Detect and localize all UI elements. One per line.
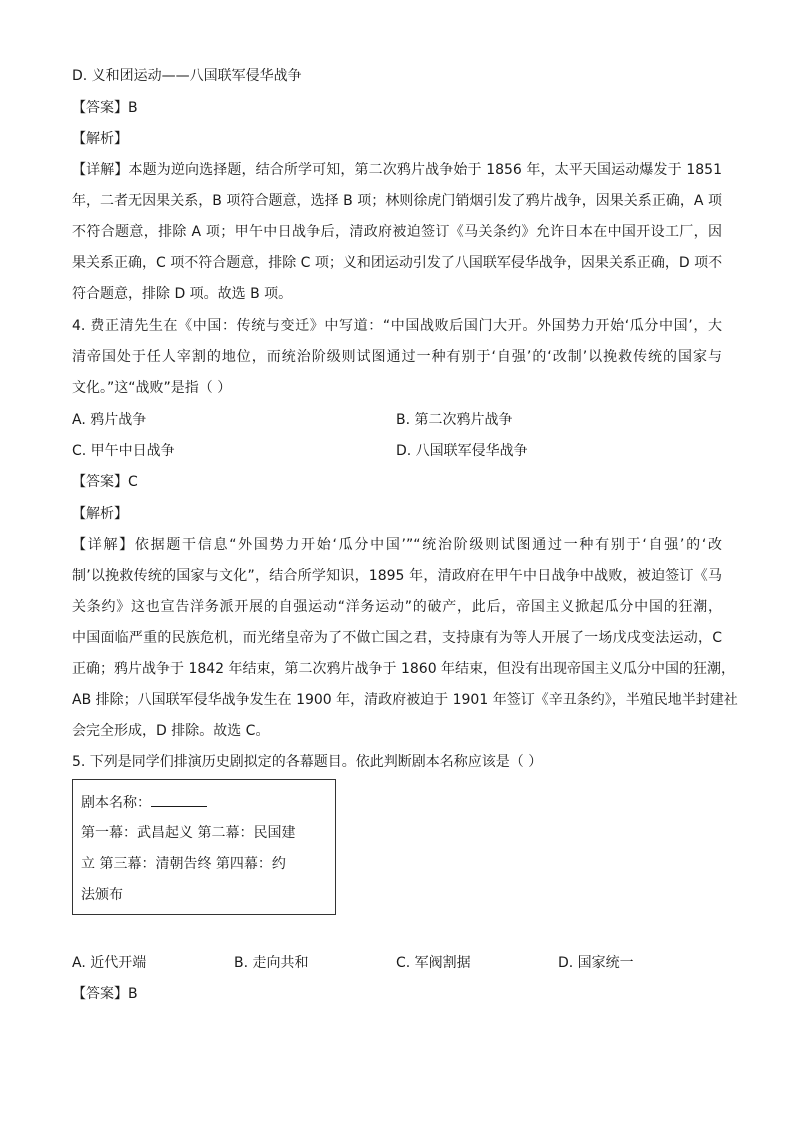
q4-stem-line: 文化。”这“战败”是指（ ） [72,380,232,396]
q4-stem-line: 4. 费正清先生在《中国：传统与变迁》中写道：“中国战败后国门大开。外国势力开始‘瓜分中国’，大 [72,318,722,334]
q4-option-d: D. 八国联军侵华战争 [396,443,528,459]
q4-detail-line: 会完全形成，D 排除。故选 C。 [72,723,270,739]
q4-answer: 【答案】C [72,474,138,490]
box-line: 立 第三幕：清朝告终 第四幕：约 [81,856,286,872]
q3-detail-line: 【详解】本题为逆向选择题，结合所学可知，第二次鸦片战争始于 1856 年，太平天国运动爆发于 1851 [72,162,722,178]
q3-detail-line: 不符合题意，排除 A 项；甲午中日战争后，清政府被迫签订《马关条约》允许日本在中国开设工厂，因 [72,224,722,240]
q4-stem-line: 清帝国处于任人宰割的地位，而统治阶级则试图通过一种有别于‘自强’的‘改制’以挽救传统的国家与 [72,349,722,365]
q4-option-a: A. 鸦片战争 [72,412,147,428]
q5-answer: 【答案】B [72,986,138,1002]
script-title-box [72,779,336,915]
q4-detail-line: 关条约》这也宣告洋务派开展的自强运动“洋务运动”的破产，此后，帝国主义掀起瓜分中国的狂潮， [72,599,722,615]
q4-detail-line: AB 排除；八国联军侵华战争发生在 1900 年，清政府被迫于 1901 年签订《辛丑条约》，半殖民地半封建社 [72,692,738,708]
q5-option-d: D. 国家统一 [558,955,634,971]
q3-detail-line: 果关系正确，C 项不符合题意，排除 C 项；义和团运动引发了八国联军侵华战争，因果关系正确，D 项不 [72,255,723,271]
q5-option-b: B. 走向共和 [234,955,309,971]
box-title-label: 剧本名称： [81,795,151,811]
q4-option-c: C. 甲午中日战争 [72,443,175,459]
q3-option-d: D. 义和团运动——八国联军侵华战争 [72,68,302,84]
q4-detail-line: 中国面临严重的民族危机，而光绪皇帝为了不做亡国之君，支持康有为等人开展了一场戊戌变法运动，C [72,630,722,646]
q5-stem: 5. 下列是同学们排演历史剧拟定的各幕题目。依此判断剧本名称应该是（ ） [72,754,543,770]
q4-detail-line: 正确；鸦片战争于 1842 年结束，第二次鸦片战争于 1860 年结束，但没有出现帝国主义瓜分中国的狂潮， [72,661,736,677]
q4-analysis-tag: 【解析】 [72,506,128,522]
q4-detail-line: 【详解】依据题干信息“外国势力开始‘瓜分中国’”“统治阶级则试图通过一种有别于‘自强’的‘改 [72,537,722,553]
q3-analysis-tag: 【解析】 [72,131,128,147]
q5-option-c: C. 军阀割据 [396,955,471,971]
q4-detail-line: 制’以挽救传统的国家与文化”，结合所学知识，1895 年，清政府在甲午中日战争中战败，被迫签订《马 [72,568,722,584]
q3-detail-line: 年，二者无因果关系，B 项符合题意，选择 B 项；林则徐虎门销烟引发了鸦片战争，因果关系正确，A 项 [72,193,722,209]
q3-answer: 【答案】B [72,100,138,116]
title-blank [151,792,207,807]
q3-detail-line: 符合题意，排除 D 项。故选 B 项。 [72,286,293,302]
q5-option-a: A. 近代开端 [72,955,147,971]
box-line: 法颁布 [81,887,123,903]
q4-option-b: B. 第二次鸦片战争 [396,412,513,428]
box-line: 第一幕：武昌起义 第二幕：民国建 [81,825,296,841]
box-line-title [81,792,207,813]
